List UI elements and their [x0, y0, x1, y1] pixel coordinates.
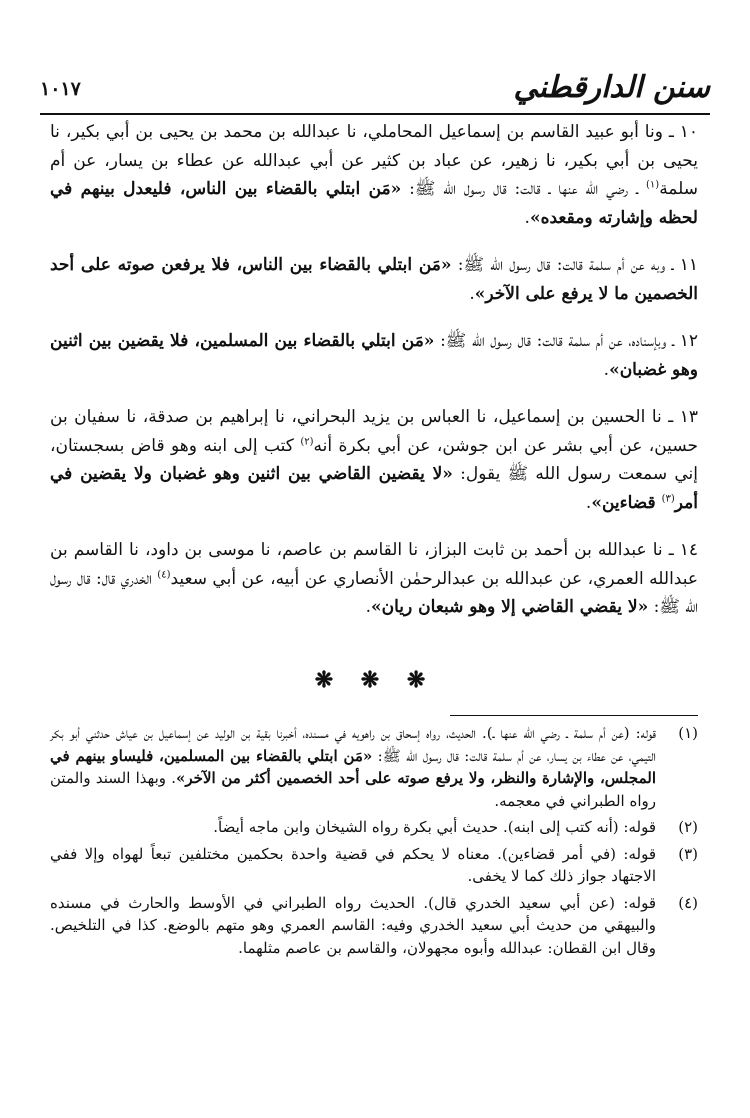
narration-text: . — [603, 359, 610, 380]
main-text — [50, 118, 698, 641]
narration-text: ـ رضي الله عنها ـ قالت: قال رسول الله ﷺ: — [401, 179, 646, 199]
book-title: سنن الدارقطني — [513, 70, 710, 105]
narration-text: . — [585, 492, 592, 513]
footnote-ref[interactable]: (٤) — [157, 568, 171, 580]
section-separator: ❋ ❋ ❋ — [314, 667, 436, 693]
hadith-text: «مَن ابتلي بالقضاء بين المسلمين، فلا يقضين بين اثنين وهو غضبان» — [50, 331, 698, 380]
narration-text: . — [365, 597, 371, 617]
footnote — [50, 722, 698, 812]
footnote-ref[interactable]: (٣) — [661, 492, 675, 504]
footnotes — [50, 722, 698, 963]
narration-text: الخدري قال: قال رسول الله ﷺ: — [50, 568, 698, 617]
footnote-number: (١) — [678, 724, 698, 742]
hadith-paragraph — [50, 403, 698, 517]
footnote — [50, 843, 698, 888]
hadith-paragraph — [50, 251, 698, 308]
page-number: ١٠١٧ — [40, 78, 81, 100]
paragraph-number: ١١ ـ — [671, 255, 699, 275]
hadith-paragraph — [50, 118, 698, 232]
paragraph-number: ١٢ ـ — [671, 331, 698, 351]
narration-text: قوله: (أنه كتب إلى ابنه). حديث أبي بكرة رواه الشيخان وابن ماجه أيضاً. — [213, 818, 656, 836]
footnote-number: (٣) — [678, 844, 698, 863]
footnote-ref[interactable]: (١) — [646, 179, 660, 191]
narration-text: ونا أبو عبيد القاسم بن إسماعيل المحاملي، نا عبدالله بن محمد بن يحيى بن أبي بكير، نا يحيى بن أبي بكير، نا زهير، عن عباد بن كثير عن أبي عبدالله عن عطاء بن يسار، عن أم سلمة — [50, 122, 699, 199]
header-rule — [40, 113, 710, 115]
narration-text: نا الحسين بن إسماعيل، نا العباس بن يزيد البحراني، نا إبراهيم بن صدقة، نا سفيان بن حسين، عن أبي بشر عن ابن جوشن، عن أبي بكرة أنه — [50, 407, 698, 456]
hadith-paragraph — [50, 327, 698, 384]
footnote-number: (٤) — [678, 893, 698, 912]
hadith-text: قضاءين» — [591, 492, 662, 513]
hadith-text: «مَن ابتلي بالقضاء بين الناس، فليعدل بينهم في لحظه وإشارته ومقعده» — [50, 179, 698, 228]
paragraph-number: ١٣ ـ — [668, 407, 699, 427]
narration-text: قوله: (عن أبي سعيد الخدري قال). الحديث رواه الطبراني في الأوسط والحارث في مسنده والبيهقي من حديث أبي سعيد الخدري وفيه: القاسم العمري وهو متهم بالوضع. كذا في التلخيص. وقال ابن القطان: عبدالله وأبوه مجهولان، والقاسم بن عاصم مثلهما. — [50, 893, 656, 957]
narration-text: . — [524, 207, 530, 228]
narration-text: كتب إلى ابنه وهو قاض بسجستان، إني سمعت رسول الله ﷺ يقول: — [50, 435, 698, 484]
footnote-number: (٢) — [678, 818, 698, 836]
footnote-ref[interactable]: (٢) — [300, 435, 314, 447]
hadith-text: «مَن ابتلي بالقضاء بين المسلمين، فليساو بينهم في المجلس، والإشارة والنظر، ولا يرفع صوته على أحد الخصمين أكثر من الآخر» — [50, 746, 656, 787]
narration-text: . وبهذا السند والمتن رواه الطبراني في معجمه. — [50, 769, 656, 810]
footnote — [50, 892, 698, 960]
narration-text: قوله: (في أمر قضاءين). معناه لا يحكم في قضية واحدة بحكمين مختلفين تبعاً لهواه وإلا ففي الاجتهاد جواز ذلك كما لا يخفى. — [50, 844, 656, 885]
footnote-rule — [450, 715, 698, 716]
paragraph-number: ١٠ ـ — [668, 122, 698, 142]
narration-text: قوله: (عن أم سلمة ـ رضي الله عنها ـ). الحديث، رواه إسحاق بن راهويه في مسنده، أخبرنا بقية بن الوليد عن إسماعيل بن عياش حدثني أبو بكر التيمي، عن عطاء بن يسار، عن أم سلمة قالت: قال رسول الله ﷺ: — [50, 724, 657, 765]
narration-text: وبه عن أم سلمة قالت: قال رسول الله ﷺ: — [451, 255, 672, 275]
footnote — [50, 816, 698, 839]
narration-text: وبإسناده، عن أم سلمة قالت: قال رسول الله ﷺ: — [434, 331, 672, 351]
paragraph-number: ١٤ ـ — [668, 540, 698, 560]
narration-text: . — [469, 283, 475, 304]
hadith-text: «لا يقضين القاضي بين اثنين وهو غضبان ولا يقضين في أمر — [50, 464, 698, 513]
hadith-text: «مَن ابتلي بالقضاء بين الناس، فلا يرفعن صوته على أحد الخصمين ما لا يرفع على الآخر» — [50, 255, 698, 304]
hadith-text: «لا يقضي القاضي إلا وهو شبعان ريان» — [371, 597, 649, 617]
narration-text: نا عبدالله بن أحمد بن ثابت البزاز، نا القاسم بن عاصم، نا موسى بن داود، نا القاسم بن عبدالله العمري، عن عبدالله بن عبدالرحمٰن الأنصاري عن أبيه، عن أبي سعيد — [50, 540, 698, 589]
page-header — [40, 68, 710, 108]
hadith-paragraph — [50, 536, 698, 622]
